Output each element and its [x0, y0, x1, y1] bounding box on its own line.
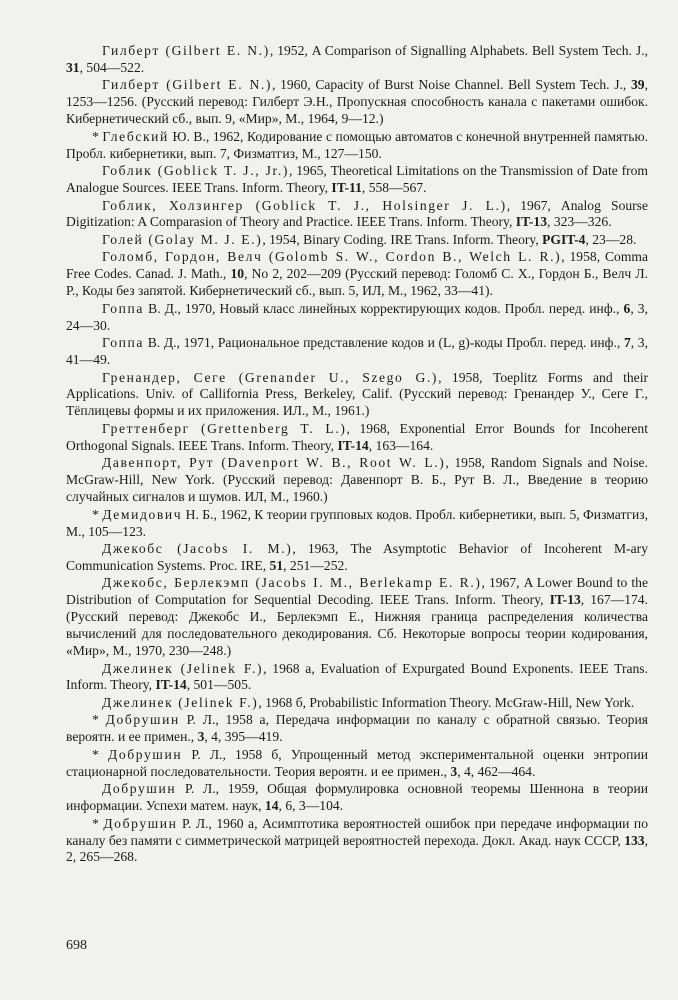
entry-text-end: , 501—505. — [186, 677, 252, 693]
entry-volume: IT-14 — [155, 677, 187, 693]
entry-authors: Гоппа — [102, 335, 145, 351]
entry-text-end: , 558—567. — [361, 180, 427, 196]
entry-authors: Давенпорт, Рут (Davenport W. B., Root W. L.) — [102, 455, 446, 471]
entry-text: , 1958, Comma Free Codes. Canad. J. Math., — [66, 249, 648, 282]
entry-authors: Джекобс, Берлекэмп (Jacobs I. M., Berlekamp E. R.) — [102, 575, 482, 591]
entry-text: В. Д., 1970, Новый класс линейных корректирующих кодов. Пробл. перед. инф., — [144, 300, 624, 316]
bibliography-entry — [66, 43, 648, 77]
entry-volume: 10 — [230, 266, 245, 282]
entry-text-end: , 23—28. — [585, 231, 637, 247]
entry-text: , 1958, Random Signals and Noise. McGraw-Hill, New York. (Русский перевод: Давенпорт В. Б., Рут В. Л., Введение в теорию случайных сигналов и шумов. ИЛ, М., 1960.) — [66, 455, 648, 505]
entry-text-end: , 1253—1256. (Русский перевод: Гилберт Э.Н., Пропускная способность канала с пакетами ошибок. Кибернетический сб., вып. 9, «Мир», М., 1964, 9—12.) — [66, 77, 648, 127]
entry-authors: Джекобс (Jacobs I. M.) — [102, 541, 293, 556]
entry-text: В. Д., 1971, Рациональное представление кодов и (L, g)-коды Пробл. перед. инф., — [144, 335, 624, 351]
entry-text-end: , 2, 265—268. — [66, 832, 648, 865]
entry-text-end: , No 2, 202—209 (Русский перевод: Голомб С. Х., Гордон Б., Велч Л. Р., Коды без запятой. Кибернетический сб., вып. 5, ИЛ, М., 1962, 33—41). — [66, 266, 648, 299]
page-number: 698 — [66, 938, 87, 953]
bibliography-entry — [66, 163, 648, 197]
entry-text: , 1968 а, Evaluation of Expurgated Bound Exponents. IEEE Trans. Inform. Theory, — [66, 660, 648, 693]
bibliography-entry — [66, 421, 648, 455]
bibliography-list — [66, 43, 648, 866]
entry-authors: Джелинек (Jelinek F.) — [102, 694, 259, 710]
bibliography-entry — [66, 695, 648, 712]
entry-text: , 1967, A Lower Bound to the Distribution of Computation for Sequential Decoding. IEEE Trans. Inform. Theory, — [66, 575, 648, 608]
entry-text-end: , 504—522. — [79, 59, 145, 75]
entry-text: Р. Л., 1958 б, Упрощенный метод экспериментальной оценки энтропии стационарной последовательности. Теория вероятн. и ее примен., — [66, 746, 648, 779]
entry-authors: Гоблик, Холзингер (Goblick T. J., Holsinger J. L.) — [102, 197, 507, 213]
entry-text-end: , 163—164. — [368, 437, 434, 453]
entry-authors: Гренандер, Сеге (Grenander U., Szego G.) — [102, 369, 439, 385]
entry-text: , 1968, Exponential Error Bounds for Incoherent Orthogonal Signals. IEEE Trans. Inform. Theory, — [66, 420, 648, 453]
entry-volume: PGIT-4 — [542, 231, 586, 247]
bibliography-entry — [66, 661, 648, 695]
bibliography-entry — [66, 129, 648, 163]
entry-text-end: , 3, 24—30. — [66, 300, 648, 333]
entry-text-end: , 4, 462—464. — [457, 763, 536, 779]
entry-text: , 1952, A Comparison of Signalling Alphabets. Bell System Tech. J., — [269, 43, 648, 58]
entry-text: Р. Л., 1960 а, Асимптотика вероятностей ошибок при передаче информации по каналу без памяти с симметрической матрицей вероятностей перехода. Докл. Акад. наук СССР, — [66, 815, 648, 848]
entry-volume: 14 — [264, 798, 279, 814]
entry-volume: IT-13 — [515, 214, 548, 230]
entry-authors: Гилберт (Gilbert E. N.) — [102, 43, 270, 58]
bibliography-entry — [66, 249, 648, 300]
entry-marker: * — [92, 815, 104, 831]
entry-text-end: , 3, 41—49. — [66, 335, 648, 368]
entry-volume: IT-13 — [549, 592, 581, 608]
entry-authors: Гоблик (Goblick T. J., Jr.) — [102, 163, 289, 179]
entry-authors: Добрушин — [105, 712, 180, 728]
entry-marker: * — [92, 128, 103, 144]
entry-volume: 7 — [623, 335, 631, 351]
entry-marker: * — [92, 746, 108, 762]
entry-authors: Добрушин — [103, 815, 178, 831]
entry-volume: IT-14 — [337, 437, 369, 453]
bibliography-entry — [66, 781, 648, 815]
bibliography-entry — [66, 335, 648, 369]
entry-text-end: , 251—252. — [283, 557, 348, 573]
entry-volume: 133 — [624, 832, 645, 848]
entry-authors: Добрушин — [102, 781, 177, 797]
entry-text: , 1958, Toeplitz Forms and their Applications. Univ. of Callifornia Press, Berkeley, Calif. (Русский перевод: Гренандер У., Сеге Г., Тёплицевы формы и их приложения. ИЛ., М., 1961.) — [66, 369, 649, 419]
entry-text: Ю. В., 1962, Кодирование с помощью автоматов с конечной внутренней памятью. Пробл. кибернетики, вып. 7, Физматгиз, М., 127—150. — [66, 128, 648, 161]
entry-authors: Добрушин — [107, 746, 183, 762]
bibliography-entry — [66, 816, 648, 867]
bibliography-entry — [66, 77, 648, 128]
entry-marker: * — [92, 712, 106, 728]
entry-authors: Гилберт (Gilbert E. N.) — [102, 77, 273, 93]
bibliography-entry — [66, 507, 648, 541]
entry-volume: 6 — [623, 300, 631, 316]
bibliography-entry — [66, 747, 648, 781]
entry-volume: 3 — [197, 729, 205, 745]
entry-text-end: , 6, 3—104. — [278, 798, 344, 814]
entry-volume: 3 — [450, 763, 458, 779]
entry-volume: 31 — [66, 59, 80, 75]
bibliography-entry — [66, 370, 648, 421]
bibliography-entry — [66, 455, 648, 506]
entry-authors: Греттенберг (Grettenberg T. L.) — [102, 420, 347, 436]
entry-authors: Глебский — [102, 128, 169, 144]
entry-text: , 1960, Capacity of Burst Noise Channel. Bell System Tech. J., — [272, 77, 631, 93]
entry-volume: 39 — [631, 77, 645, 93]
entry-text-end: , 323—326. — [547, 214, 612, 230]
bibliography-entry — [66, 575, 648, 660]
entry-authors: Джелинек (Jelinek F.) — [102, 660, 264, 676]
entry-text: , 1954, Binary Coding. IRE Trans. Inform. Theory, — [262, 231, 543, 247]
bibliography-entry — [66, 541, 648, 575]
entry-volume: 51 — [269, 557, 284, 573]
entry-text: , 1968 б, Probabilistic Information Theory. McGraw-Hill, New York. — [258, 694, 635, 710]
entry-text: , 1967, Analog Sourse Digitization: A Comparasion of Theory and Practice. IEEE Trans. Inform. Theory, — [66, 197, 649, 230]
entry-text: , 1963, The Asymptotic Behavior of Incoherent M-ary Communication Systems. Proc. IRE, — [66, 541, 648, 573]
entry-text: Н. Б., 1962, К теории групповых кодов. Пробл. кибернетики, вып. 5, Физматгиз, М., 105—123. — [66, 506, 649, 539]
bibliography-entry — [66, 232, 648, 249]
entry-volume: IT-11 — [331, 180, 362, 196]
bibliography-entry — [66, 198, 648, 232]
entry-authors: Гоппа — [102, 300, 145, 316]
entry-text-end: , 4, 395—419. — [204, 729, 283, 745]
bibliography-entry — [66, 712, 648, 746]
entry-text: , 1965, Theoretical Limitations on the Transmission of Date from Analogue Sources. IEEE Trans. Inform. Theory, — [66, 163, 648, 196]
entry-authors: Демидович — [102, 506, 183, 522]
bibliography-entry — [66, 301, 648, 335]
entry-text: Р. Л., 1958 а, Передача информации по каналу с обратной связью. Теория вероятн. и ее примен., — [66, 712, 648, 745]
entry-authors: Голей (Golay M. J. E.) — [102, 231, 263, 247]
entry-authors: Голомб, Гордон, Велч (Golomb S. W., Cordon B., Welch L. R.) — [102, 249, 562, 265]
entry-marker: * — [92, 506, 103, 522]
entry-text: Р. Л., 1959, Общая формулировка основной теоремы Шеннона в теории информации. Успехи матем. наук, — [66, 781, 648, 814]
entry-text-end: , 167—174. (Русский перевод: Джекобс И., Берлекэмп Е., Нижняя граница распределения количества вычислений для последовательного декодирования. Сб. Некоторые вопросы теории кодирования, «Мир», М., 1970, 230—248.) — [66, 592, 649, 659]
